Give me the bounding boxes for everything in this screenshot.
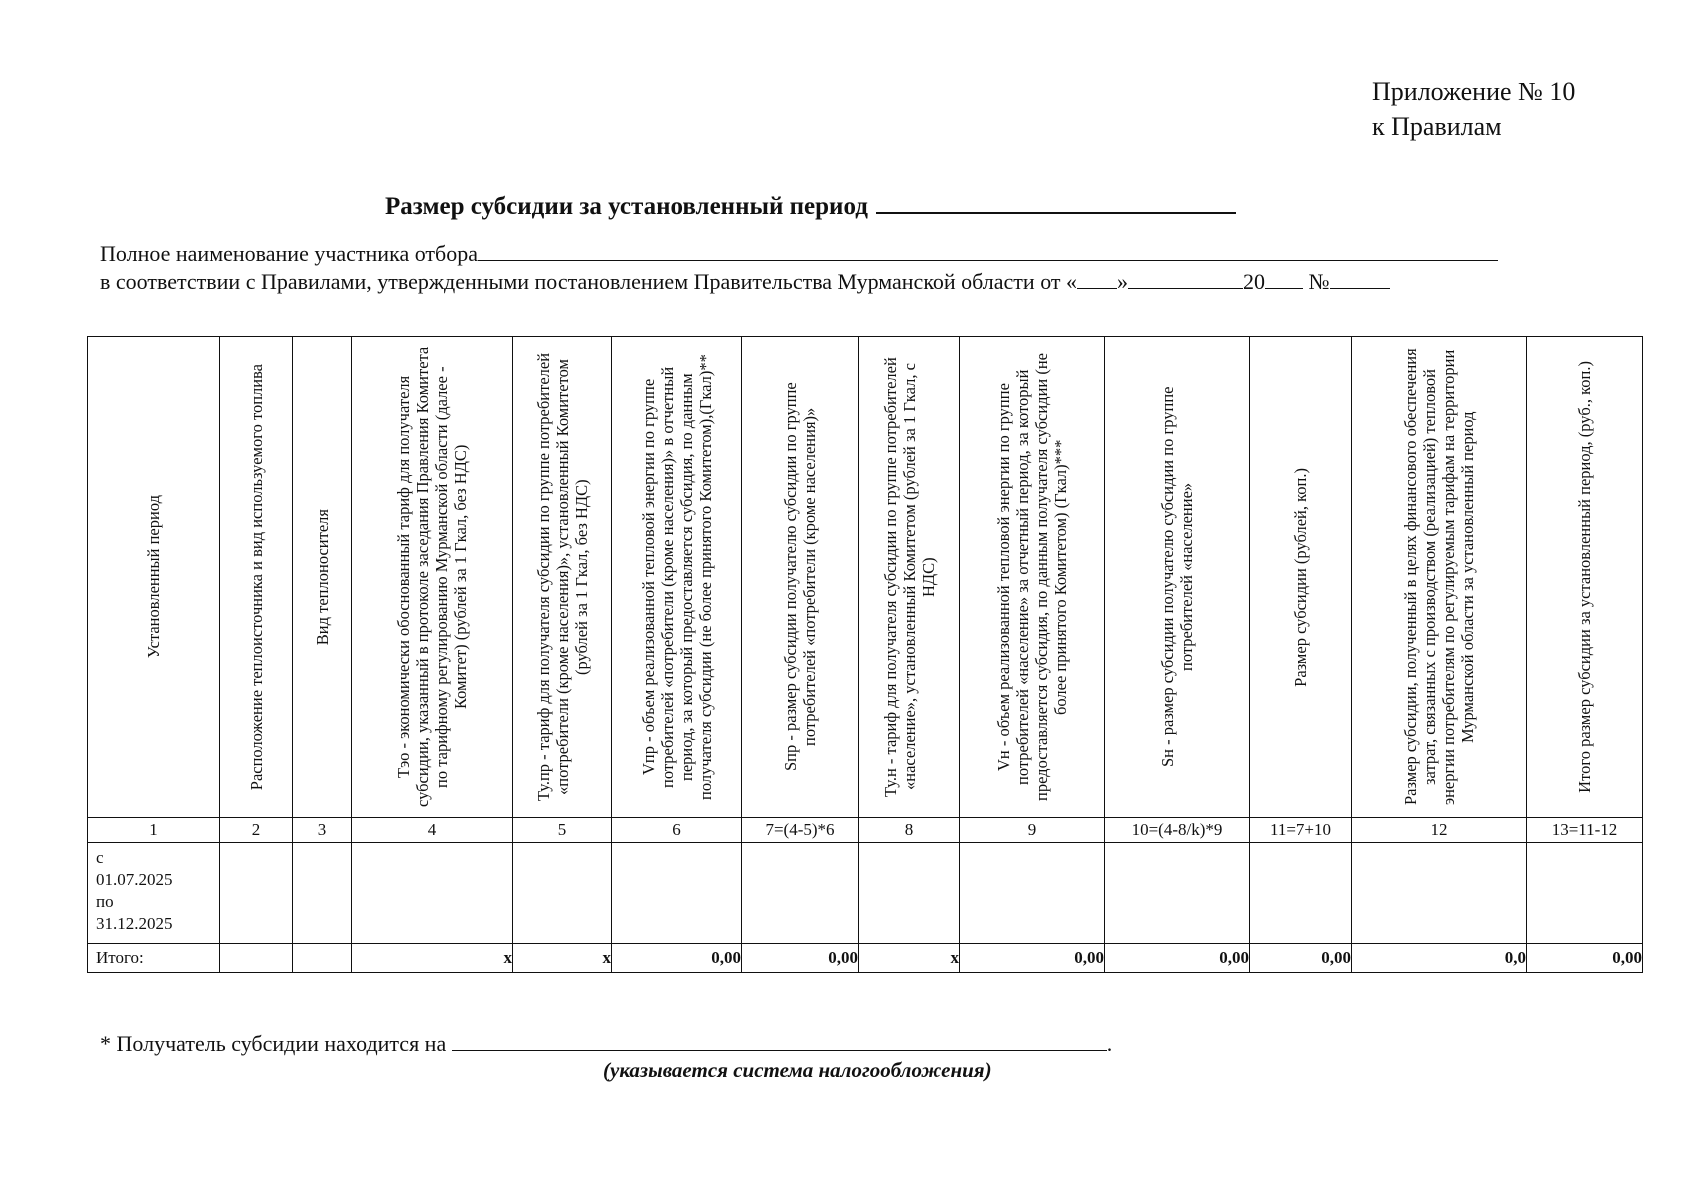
participant-label: Полное наименование участника отбора [100,241,478,266]
total-label: Итого: [88,944,220,973]
header-tu-n: Ту.н - тариф для получателя субсидии по группе потребителей «население», установленный Комитетом (рублей за 1 Гкал, с НДС) [880,357,938,797]
appendix-label [1372,74,1575,144]
column-number: 11=7+10 [1250,818,1352,843]
column-number: 8 [859,818,960,843]
header-total: Итого размер субсидии за установленный период, (руб., коп.) [1575,361,1594,793]
header-cell [88,337,220,818]
total-cell [293,944,352,973]
header-s-n: Sн - размер субсидии получателю субсидии по группе потребителей «население» [1158,386,1196,768]
total-cell: x [352,944,513,973]
year-blank [1265,268,1303,289]
period-blank [876,190,1236,214]
total-cell [220,944,293,973]
footnote [100,1030,1112,1057]
header-cell [513,337,612,818]
footnote-end: . [1106,1031,1113,1056]
total-row [88,944,1643,973]
period-start-date: 01.07.2025 [96,870,173,889]
total-cell: 0,0 [1352,944,1527,973]
header-period: Установленный период [144,495,163,659]
header-teo: Тэо - экономически обоснованный тариф для получателя субсидии, указанный в протоколе заседания Правления Комитета по тарифному регулированию Мурманской области (далее - Комитет) (рублей за 1 Гкал, без НДС) [394,346,470,808]
footnote-hint: (указывается система налогообложения) [603,1058,992,1082]
column-number: 1 [88,818,220,843]
appendix-number: Приложение № 10 [1372,77,1576,106]
total-cell: 0,00 [742,944,859,973]
quote-close: » [1117,269,1129,294]
header-cell [293,337,352,818]
header-received: Размер субсидии, полученный в целях финансового обеспечения затрат, связанных с производством (реализацией) тепловой энергии потребителям по регулируемым тарифам на территории Мурманской области за установленный период [1401,348,1477,806]
column-number-row [88,818,1643,843]
empty-cell [1527,843,1643,944]
empty-cell [352,843,513,944]
empty-cell [513,843,612,944]
month-blank [1128,268,1243,289]
total-cell: 0,00 [1527,944,1643,973]
empty-cell [859,843,960,944]
column-number: 2 [220,818,293,843]
participant-blank [478,240,1498,261]
header-cell [742,337,859,818]
header-v-pr: Vпр - объем реализованной тепловой энергии по группе потребителей «потребители (кроме населения)» в отчетный период, за который предоставляется субсидия, по данным получателя субсидии (не более принятого Комитетом),(Гкал)** [638,354,715,800]
header-cell [859,337,960,818]
empty-cell [612,843,742,944]
total-cell: 0,00 [1250,944,1352,973]
period-from-label: с [96,848,104,867]
empty-cell [960,843,1105,944]
empty-cell [293,843,352,944]
column-number: 5 [513,818,612,843]
column-number: 12 [1352,818,1527,843]
header-cell [1105,337,1250,818]
footnote-text: * Получатель субсидии находится на [100,1031,447,1056]
header-source: Расположение теплоисточника и вид используемого топлива [246,363,266,791]
header-cell [220,337,293,818]
header-s-pr: Sпр - размер субсидии получателю субсидии по группе потребителей «потребители (кроме населения)» [781,382,819,772]
total-cell: 0,00 [1105,944,1250,973]
empty-cell [1105,843,1250,944]
number-sign: № [1308,269,1330,294]
header-cell [960,337,1105,818]
empty-cell [220,843,293,944]
header-cell [1352,337,1527,818]
empty-cell [742,843,859,944]
header-row [88,337,1643,818]
subsidy-table [87,336,1643,973]
period-cell [88,843,220,944]
total-cell: x [513,944,612,973]
header-cell [1527,337,1643,818]
header-cell [612,337,742,818]
header-cell [1250,337,1352,818]
number-blank [1330,268,1390,289]
total-cell: 0,00 [960,944,1105,973]
header-cell [352,337,513,818]
period-row [88,843,1643,944]
document-title [385,190,1236,221]
column-number: 6 [612,818,742,843]
empty-cell [1352,843,1527,944]
basis-text: в соответствии с Правилами, утвержденными постановлением Правительства Мурманской области от « [100,269,1078,294]
column-number: 4 [352,818,513,843]
column-number: 10=(4-8/k)*9 [1105,818,1250,843]
header-v-n: Vн - объем реализованной тепловой энергии по группе потребителей «население» за отчетный период, за который предоставляется субсидия, по данным получателя субсидии (не более принятого Комитетом) (Гкал)*** [994,353,1070,801]
total-cell: x [859,944,960,973]
column-number: 7=(4-5)*6 [742,818,859,843]
year-prefix: 20 [1243,269,1266,294]
column-number: 13=11-12 [1527,818,1643,843]
period-to-label: по [96,892,114,911]
title-text: Размер субсидии за установленный период [385,193,868,220]
tax-system-blank [452,1030,1107,1051]
total-cell: 0,00 [612,944,742,973]
column-number: 9 [960,818,1105,843]
header-carrier: Вид теплоносителя [312,508,332,646]
column-number: 3 [293,818,352,843]
header-tu-pr: Ту.пр - тариф для получателя субсидии по группе потребителей «потребители (кроме населения)», установленный Комитетом (рублей за 1 Гкал, без НДС) [533,352,591,802]
participant-line [100,240,1498,267]
header-subsidy: Размер субсидии (рублей, коп.) [1291,467,1310,687]
appendix-reference: к Правилам [1372,112,1502,141]
day-blank [1077,268,1117,289]
empty-cell [1250,843,1352,944]
basis-line [100,268,1390,295]
period-end-date: 31.12.2025 [96,914,173,933]
